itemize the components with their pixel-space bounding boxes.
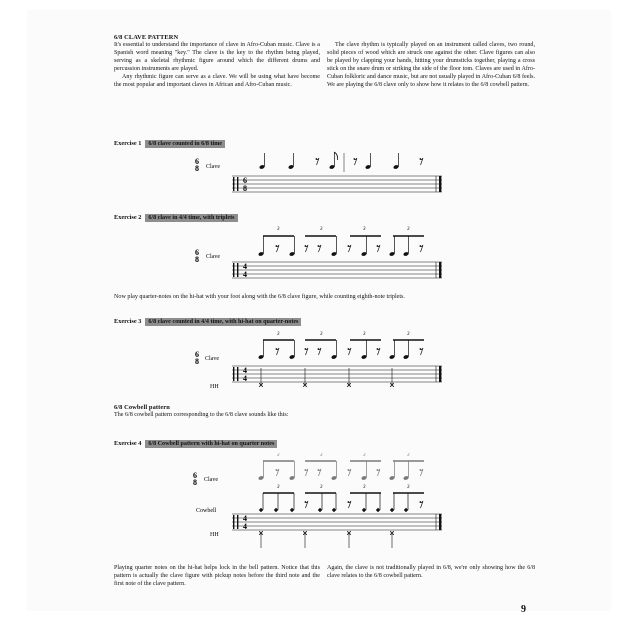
exercise-4-title: 6/8 Cowbell pattern with hi-hat on quarter notes (145, 440, 277, 448)
ex2-triplet-groups (258, 227, 424, 257)
svg-text:3: 3 (407, 332, 410, 337)
svg-text:6: 6 (195, 350, 199, 359)
ex1-clave-notes (259, 152, 423, 172)
intro-paragraph-1: It's essential to understand the importance of clave in Afro-Cuban music. Clave is a Spanish word meaning "key." The clave is the key to the rhythm being played, serving as a skeletal rhythmic figure around which the different drums and percussion instruments are played. (114, 42, 320, 72)
svg-text:4: 4 (243, 270, 247, 279)
ex4-clave-label: Clave (204, 477, 218, 483)
exercise-3-header (114, 310, 301, 328)
ex1-staff (232, 176, 442, 193)
hihat-instruction: Now play quarter-notes on the hi-hat with your foot along with the 6/8 clave figure, while counting eighth-note triplets. (114, 294, 405, 300)
intro-right-column: The clave rhythm is typically played on an instrument called claves, two round, solid pieces of wood which are struck one against the other. Clave figures can also be played by clapping your hands, hitting your drumsticks together, playing a cross stick on the snare drum or striking the side of the floor tom. Claves are used in Afro-Cuban folkloric and dance music, but are not usually played in Afro-Cuban 6/8 feels. We are playing the 6/8 clave only to show how it relates to the 6/8 cowbell pattern. (327, 42, 535, 88)
ex3-hh-label: HH (210, 384, 219, 390)
exercise-2-header (114, 206, 238, 224)
exercise-4-label: Exercise 4 (114, 440, 142, 447)
svg-text:3: 3 (320, 485, 323, 490)
ex4-staff (232, 514, 442, 548)
svg-text:3: 3 (407, 227, 410, 232)
exercise-2-label: Exercise 2 (114, 214, 142, 221)
ex2-staff (232, 262, 442, 279)
ex2-clave-label: Clave (206, 254, 220, 260)
svg-text:3: 3 (407, 453, 410, 458)
ex3-triplet-groups (258, 332, 424, 360)
svg-text:3: 3 (363, 453, 366, 458)
svg-text:4: 4 (243, 262, 247, 271)
ex1-timesig-top: 6 (243, 176, 247, 185)
ex4-cowbell-notes (259, 485, 424, 512)
svg-text:4: 4 (243, 514, 247, 523)
ex3-clave-label: Clave (205, 356, 219, 362)
intro-paragraph-2: Any rhythmic figure can serve as a clave. We will be using what have become the most popular and important claves in African and Afro-Cuban music. (114, 73, 320, 88)
ex1-ref-timesig-top: 6 (195, 157, 199, 166)
exercise-4-header (114, 432, 277, 450)
ex2-ref-timesig-bottom: 8 (195, 255, 199, 264)
svg-text:4: 4 (243, 366, 247, 375)
svg-text:4: 4 (243, 522, 247, 531)
ex1-timesig-bottom: 8 (243, 184, 247, 193)
svg-text:4: 4 (243, 374, 247, 383)
ex2-ref-timesig-top: 6 (195, 248, 199, 257)
footer-left-text: Playing quarter notes on the hi-hat helps lock in the bell pattern. Notice that this pattern is actually the clave figure with pickup notes before the third note and the first note of the clave pattern. (114, 565, 320, 587)
svg-text:3: 3 (320, 227, 323, 232)
svg-text:6: 6 (193, 471, 197, 480)
cowbell-intro: The 6/8 cowbell pattern corresponding to the 6/8 clave sounds like this: (114, 412, 289, 418)
ex4-clave-notes (258, 453, 424, 481)
exercise-3-label: Exercise 3 (114, 318, 142, 325)
footer-right-text: Again, the clave is not traditionally played in 6/8, we're only showing how the 6/8 clave relates to the 6/8 cowbell pattern. (327, 565, 535, 579)
svg-text:8: 8 (195, 357, 199, 366)
ex3-staff (232, 366, 442, 387)
ex1-ref-timesig-bottom: 8 (195, 164, 199, 173)
ex4-hh-label: HH (210, 532, 219, 538)
exercise-2-title: 6/8 clave in 4/4 time, with triplets (145, 214, 237, 222)
svg-text:3: 3 (320, 453, 323, 458)
exercise-1-title: 6/8 clave counted in 6/8 time (145, 140, 225, 148)
svg-text:3: 3 (277, 227, 280, 232)
exercise-1-label: Exercise 1 (114, 140, 142, 147)
svg-text:3: 3 (363, 227, 366, 232)
exercise-3-title: 6/8 clave counted in 4/4 time, with hi-hat on quarter-notes (145, 318, 301, 326)
ex4-cowbell-label: Cowbell (196, 508, 217, 514)
svg-text:3: 3 (277, 485, 280, 490)
section-heading-clave: 6/8 CLAVE PATTERN (114, 34, 179, 41)
section-heading-cowbell: 6/8 Cowbell pattern (114, 404, 170, 411)
svg-text:8: 8 (193, 478, 197, 487)
svg-text:3: 3 (363, 332, 366, 337)
svg-text:3: 3 (277, 332, 280, 337)
svg-text:3: 3 (277, 453, 280, 458)
svg-text:3: 3 (407, 485, 410, 490)
page-number: 9 (521, 604, 526, 615)
svg-text:3: 3 (363, 485, 366, 490)
svg-text:3: 3 (320, 332, 323, 337)
ex1-clave-label: Clave (206, 164, 220, 170)
